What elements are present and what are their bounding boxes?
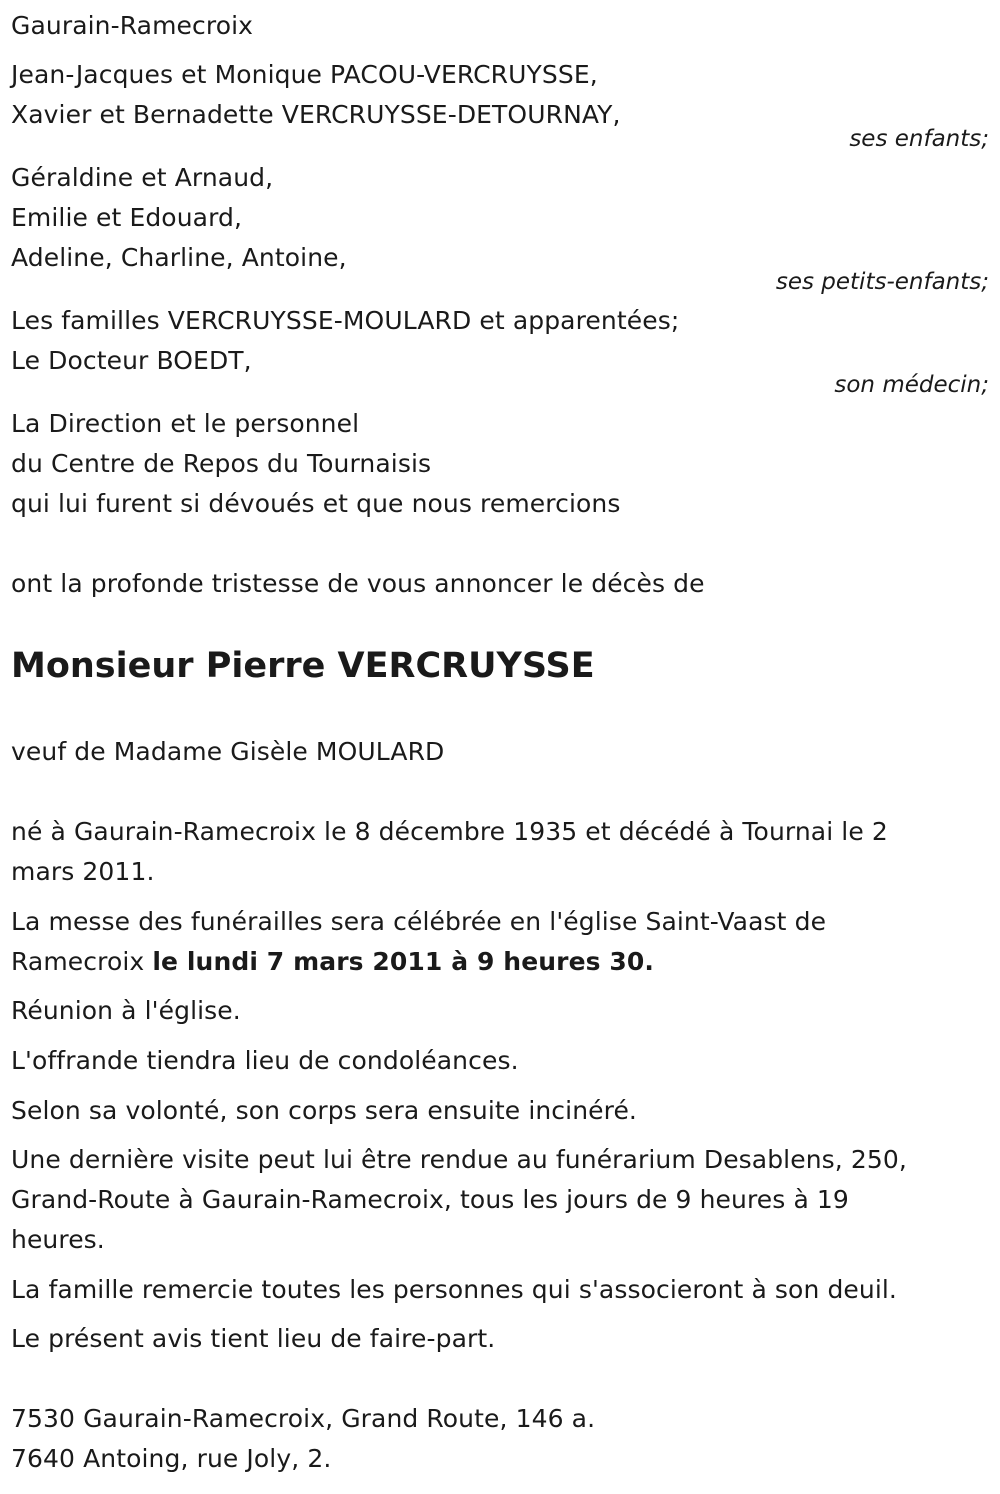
petits-enfants-line-2: Emilie et Edouard, bbox=[11, 203, 243, 232]
birth-death-line-1: né à Gaurain-Ramecroix le 8 décembre 1935 et décédé à Tournai le 2 bbox=[11, 817, 888, 846]
familles-line-1: Les familles VERCRUYSSE-MOULARD et apparentées; bbox=[11, 306, 680, 335]
avis-line: Le présent avis tient lieu de faire-part. bbox=[11, 1324, 496, 1353]
funeral-date: le lundi 7 mars 2011 à 9 heures 30. bbox=[152, 947, 655, 976]
visit-line-1: Une dernière visite peut lui être rendue au funérarium Desablens, 250, bbox=[11, 1145, 907, 1174]
petits-enfants-line-1: Géraldine et Arnaud, bbox=[11, 163, 274, 192]
offrande-note: L'offrande tiendra lieu de condoléances. bbox=[11, 1046, 519, 1075]
medecin-role: son médecin; bbox=[834, 372, 989, 398]
spouse-line: veuf de Madame Gisèle MOULARD bbox=[11, 737, 445, 766]
address-2: 7640 Antoing, rue Joly, 2. bbox=[11, 1444, 332, 1473]
visit-line-2: Grand-Route à Gaurain-Ramecroix, tous les jours de 9 heures à 19 bbox=[11, 1185, 849, 1214]
town-heading: Gaurain-Ramecroix bbox=[11, 11, 254, 40]
petits-enfants-line-3: Adeline, Charline, Antoine, bbox=[11, 243, 347, 272]
enfants-line-1: Jean-Jacques et Monique PACOU-VERCRUYSSE, bbox=[11, 60, 598, 89]
enfants-role: ses enfants; bbox=[849, 126, 989, 152]
direction-line-1: La Direction et le personnel bbox=[11, 409, 360, 438]
direction-line-2: du Centre de Repos du Tournaisis bbox=[11, 449, 432, 478]
funeral-line-1: La messe des funérailles sera célébrée en l'église Saint-Vaast de bbox=[11, 907, 827, 936]
petits-enfants-role: ses petits-enfants; bbox=[775, 269, 989, 295]
thanks-line: La famille remercie toutes les personnes qui s'associeront à son deuil. bbox=[11, 1275, 897, 1304]
funeral-church: Ramecroix bbox=[11, 947, 153, 976]
deceased-name: Monsieur Pierre VERCRUYSSE bbox=[11, 646, 595, 686]
volonte-note: Selon sa volonté, son corps sera ensuite incinéré. bbox=[11, 1096, 637, 1125]
funeral-line-2 bbox=[11, 942, 654, 982]
reunion-note: Réunion à l'église. bbox=[11, 996, 241, 1025]
visit-line-3: heures. bbox=[11, 1225, 105, 1254]
enfants-line-2: Xavier et Bernadette VERCRUYSSE-DETOURNAY, bbox=[11, 100, 621, 129]
announcement: ont la profonde tristesse de vous annoncer le décès de bbox=[11, 569, 705, 598]
direction-line-3: qui lui furent si dévoués et que nous remercions bbox=[11, 489, 621, 518]
familles-line-2: Le Docteur BOEDT, bbox=[11, 346, 252, 375]
birth-death-line-2: mars 2011. bbox=[11, 857, 155, 886]
address-1: 7530 Gaurain-Ramecroix, Grand Route, 146 a. bbox=[11, 1404, 596, 1433]
